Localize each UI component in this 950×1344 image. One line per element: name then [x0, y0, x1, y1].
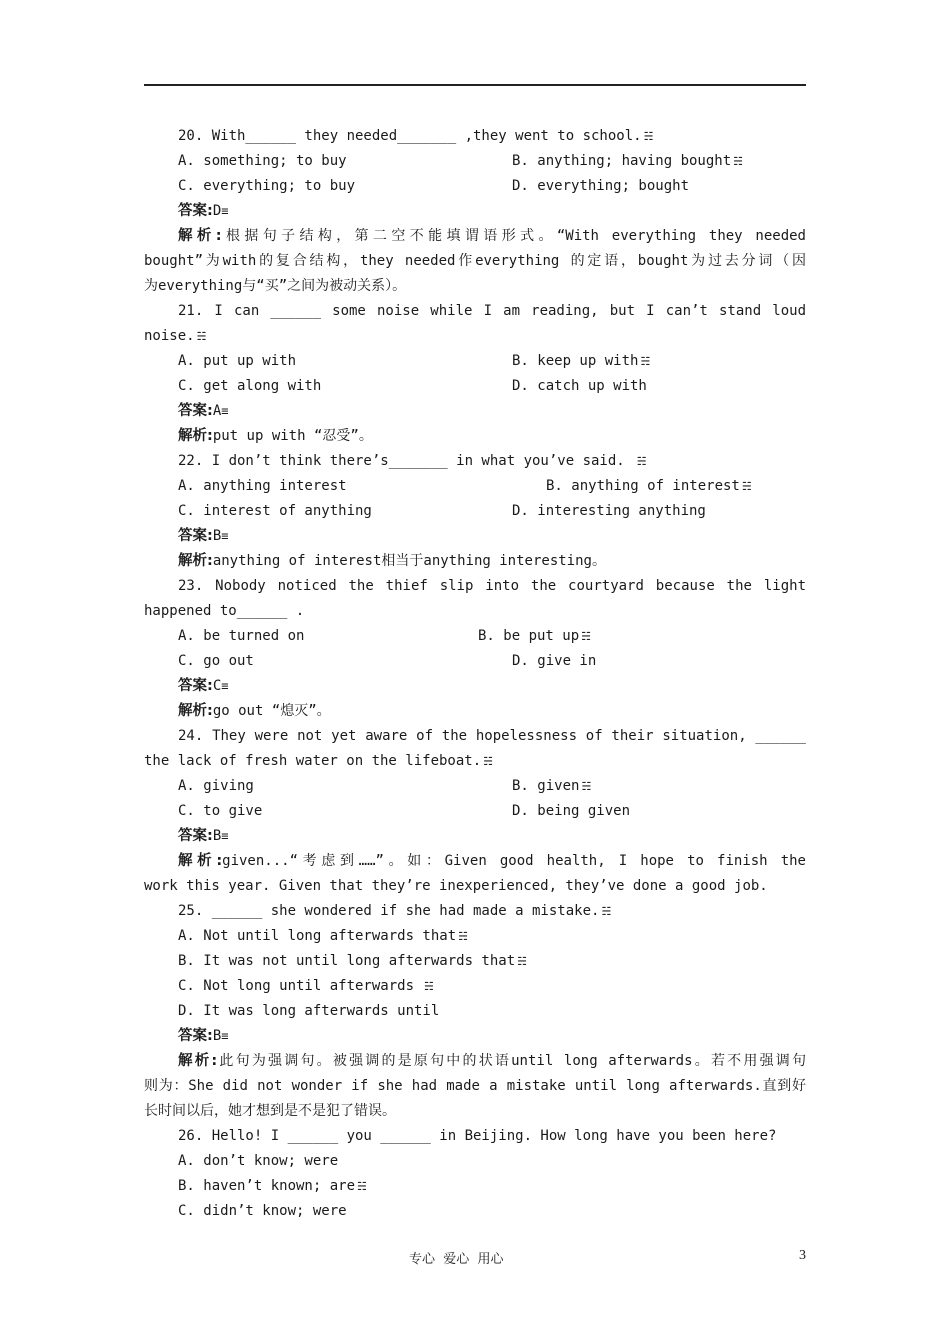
- question-stem: 23. Nobody noticed the thief slip into the courtyard because the light: [178, 578, 806, 594]
- option-a: A. put up with: [178, 353, 297, 369]
- analysis-line: 解析:此句为强调句。被强调的是原句中的状语until long afterwards。若不用强调句: [178, 1053, 806, 1069]
- analysis-line: 则为：She did not wonder if she had made a mistake until long afterwards.直到好: [144, 1078, 806, 1094]
- ear-mark-icon: ☵: [741, 480, 752, 493]
- answer-label: 答案:: [178, 203, 213, 219]
- answer-label: 答案:: [178, 678, 213, 694]
- analysis-label: 解析:: [178, 853, 223, 869]
- ear-mark-icon: ☵: [733, 155, 744, 168]
- ear-mark-icon: ☵: [424, 980, 434, 993]
- option-c: C. everything; to buy: [178, 178, 356, 194]
- options-row: [144, 474, 806, 499]
- option-d: D. interesting anything: [512, 503, 706, 519]
- header-rule: [144, 84, 806, 86]
- ear-mark-icon: ☵: [357, 1180, 367, 1193]
- options-row: [144, 499, 806, 524]
- page-footer: [0, 1248, 950, 1268]
- analysis-label: 解析:: [178, 1053, 218, 1069]
- answer-label: 答案:: [178, 528, 213, 544]
- option-c: C. interest of anything: [178, 503, 372, 519]
- analysis-line: 解析:根据句子结构，第二空不能填谓语形式。“With everything they needed: [178, 228, 806, 244]
- option-c: C. Not long until afterwards ☵: [144, 974, 806, 999]
- options-row: [144, 624, 806, 649]
- option-d: D. catch up with: [512, 378, 647, 394]
- analysis-line: 解析:go out “熄灭”。: [178, 703, 331, 719]
- analysis-line: 解析:anything of interest相当于anything interesting。: [178, 553, 606, 569]
- equals-mark-icon: ≡: [221, 404, 229, 418]
- equals-mark-icon: ≡: [221, 679, 229, 693]
- option-a: A. giving: [178, 778, 254, 794]
- question-stem: 24. They were not yet aware of the hopelessness of their situation, ______: [178, 728, 806, 744]
- option-d: D. It was long afterwards until: [178, 1003, 440, 1019]
- ear-mark-icon: ☵: [458, 930, 469, 943]
- question-stem: 20. With______ they needed_______ ,they went to school. ☵: [144, 124, 806, 149]
- option-c: C. to give: [178, 803, 263, 819]
- option-b: B. be put up ☵: [478, 624, 591, 649]
- ear-mark-icon: ☵: [196, 330, 207, 343]
- question-stem-cont: the lack of fresh water on the lifeboat. ☵: [144, 749, 806, 774]
- equals-mark-icon: ≡: [221, 829, 229, 843]
- option-d: D. being given: [512, 803, 631, 819]
- ear-mark-icon: ☵: [483, 755, 494, 768]
- question-stem: 22. I don’t think there’s_______ in what you’ve said. ☵: [144, 449, 806, 474]
- options-row: [144, 374, 806, 399]
- options-row: [144, 774, 806, 799]
- option-a: A. be turned on: [178, 628, 305, 644]
- option-c: C. go out: [178, 653, 254, 669]
- equals-mark-icon: ≡: [221, 1029, 229, 1043]
- equals-mark-icon: ≡: [221, 204, 229, 218]
- ear-mark-icon: ☵: [640, 355, 651, 368]
- option-a: A. don’t know; were: [178, 1153, 339, 1169]
- analysis-label: 解析:: [178, 553, 213, 569]
- equals-mark-icon: ≡: [221, 529, 229, 543]
- option-c: C. didn’t know; were: [178, 1203, 347, 1219]
- answer-label: 答案:: [178, 1028, 213, 1044]
- answer-label: 答案:: [178, 828, 213, 844]
- answer-value: B: [212, 1028, 222, 1044]
- analysis-label: 解析:: [178, 428, 213, 444]
- question-stem: 26. Hello! I ______ you ______ in Beijing. How long have you been here?: [178, 1128, 777, 1144]
- answer-line: [144, 824, 806, 849]
- option-d: D. give in: [512, 653, 597, 669]
- option-b: B. It was not until long afterwards that ☵: [144, 949, 806, 974]
- answer-value: A: [212, 403, 222, 419]
- options-row: [144, 149, 806, 174]
- ear-mark-icon: ☵: [643, 130, 654, 143]
- analysis-line: bought”为with的复合结构，they needed作everything 的定语，bought为过去分词（因: [144, 253, 806, 269]
- answer-line: [144, 399, 806, 424]
- analysis-label: 解析:: [178, 228, 222, 244]
- option-a: A. anything interest: [178, 478, 347, 494]
- answer-value: C: [212, 678, 222, 694]
- question-stem-cont: happened to______ .: [144, 603, 305, 619]
- answer-line: [144, 674, 806, 699]
- ear-mark-icon: ☵: [581, 780, 592, 793]
- ear-mark-icon: ☵: [517, 955, 528, 968]
- option-c: C. get along with: [178, 378, 322, 394]
- option-a: A. something; to buy: [178, 153, 347, 169]
- option-b: B. keep up with ☵: [512, 349, 650, 374]
- answer-line: [144, 199, 806, 224]
- option-a: A. Not until long afterwards that ☵: [144, 924, 806, 949]
- analysis-line: work this year. Given that they’re inexperienced, they’ve done a good job.: [144, 878, 768, 894]
- ear-mark-icon: ☵: [636, 455, 647, 468]
- answer-value: D: [212, 203, 222, 219]
- analysis-line: 解析:given...“考虑到……”。如：Given good health, I hope to finish the: [178, 853, 806, 869]
- options-row: [144, 349, 806, 374]
- page-number: 3: [799, 1248, 806, 1263]
- option-d: D. everything; bought: [512, 178, 690, 194]
- analysis-label: 解析:: [178, 703, 213, 719]
- analysis-line: 长时间以后，她才想到是不是犯了错误。: [144, 1103, 396, 1119]
- option-b: B. given ☵: [512, 774, 591, 799]
- options-row: [144, 799, 806, 824]
- document-body: [144, 124, 806, 1224]
- ear-mark-icon: ☵: [601, 905, 612, 918]
- question-stem: 21. I can ______ some noise while I am reading, but I can’t stand loud: [178, 303, 806, 319]
- answer-value: B: [212, 528, 222, 544]
- question-stem-cont: noise. ☵: [144, 324, 806, 349]
- question-stem: 25. ______ she wondered if she had made a mistake. ☵: [144, 899, 806, 924]
- ear-mark-icon: ☵: [581, 630, 592, 643]
- option-b: B. anything; having bought ☵: [512, 149, 743, 174]
- analysis-line: 为everything与“买”之间为被动关系）。: [144, 278, 407, 294]
- answer-line: [144, 1024, 806, 1049]
- answer-value: B: [212, 828, 222, 844]
- footer-motto: 专心 爱心 用心: [409, 1252, 504, 1267]
- option-b: B. haven’t known; are ☵: [144, 1174, 806, 1199]
- analysis-line: 解析:put up with “忍受”。: [178, 428, 373, 444]
- option-b: B. anything of interest ☵: [546, 474, 752, 499]
- answer-line: [144, 524, 806, 549]
- options-row: [144, 174, 806, 199]
- answer-label: 答案:: [178, 403, 213, 419]
- options-row: [144, 649, 806, 674]
